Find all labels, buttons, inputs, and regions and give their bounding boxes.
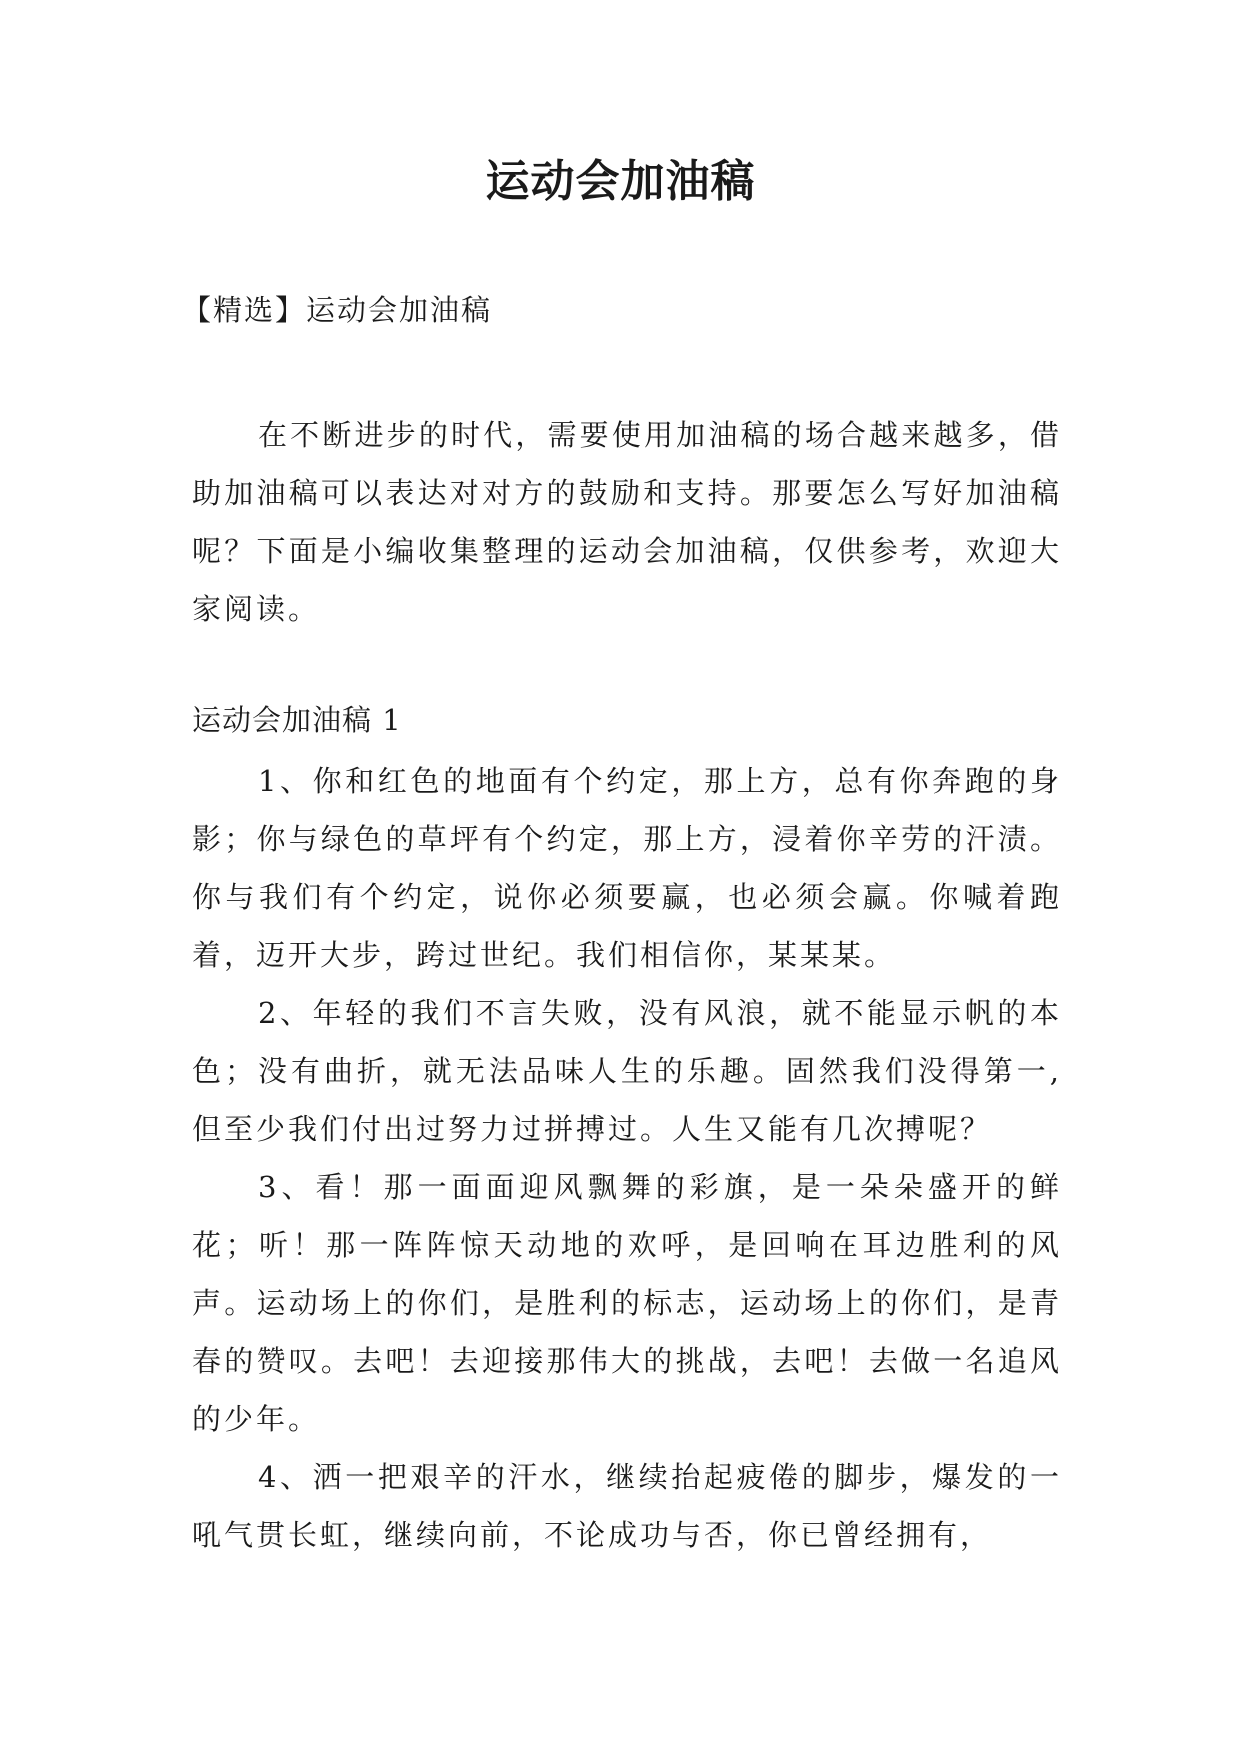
- document-title: 运动会加油稿: [485, 156, 756, 207]
- intro-paragraph: 在不断进步的时代，需要使用加油稿的场合越来越多，借助加油稿可以表达对对方的鼓励和支持。那要怎么写好加油稿呢？下面是小编收集整理的运动会加油稿，仅供参考，欢迎大家阅读。: [192, 418, 1062, 626]
- document-subtitle: 【精选】运动会加油稿: [182, 293, 493, 327]
- section-title: 运动会加油稿 1: [192, 703, 402, 737]
- body-paragraph-4: 4、洒一把艰辛的汗水，继续抬起疲倦的脚步，爆发的一吼气贯长虹，继续向前，不论成功与否，你已曾经拥有，: [192, 1460, 1062, 1552]
- section-body: [192, 752, 1062, 1564]
- body-paragraph-2: 2、年轻的我们不言失败，没有风浪，就不能显示帆的本色；没有曲折，就无法品味人生的乐趣。固然我们没得第一,但至少我们付出过努力过拼搏过。人生又能有几次搏呢？: [192, 996, 1062, 1146]
- body-paragraph-3: 3、看！那一面面迎风飘舞的彩旗，是一朵朵盛开的鲜花；听！那一阵阵惊天动地的欢呼，是回响在耳边胜利的风声。运动场上的你们，是胜利的标志，运动场上的你们，是青春的赞叹。去吧！去迎接那伟大的挑战，去吧！去做一名追风的少年。: [192, 1170, 1062, 1436]
- body-paragraph-1: 1、你和红色的地面有个约定，那上方，总有你奔跑的身影；你与绿色的草坪有个约定，那上方，浸着你辛劳的汗渍。你与我们有个约定，说你必须要赢，也必须会赢。你喊着跑着，迈开大步，跨过世纪。我们相信你，某某某。: [192, 764, 1062, 972]
